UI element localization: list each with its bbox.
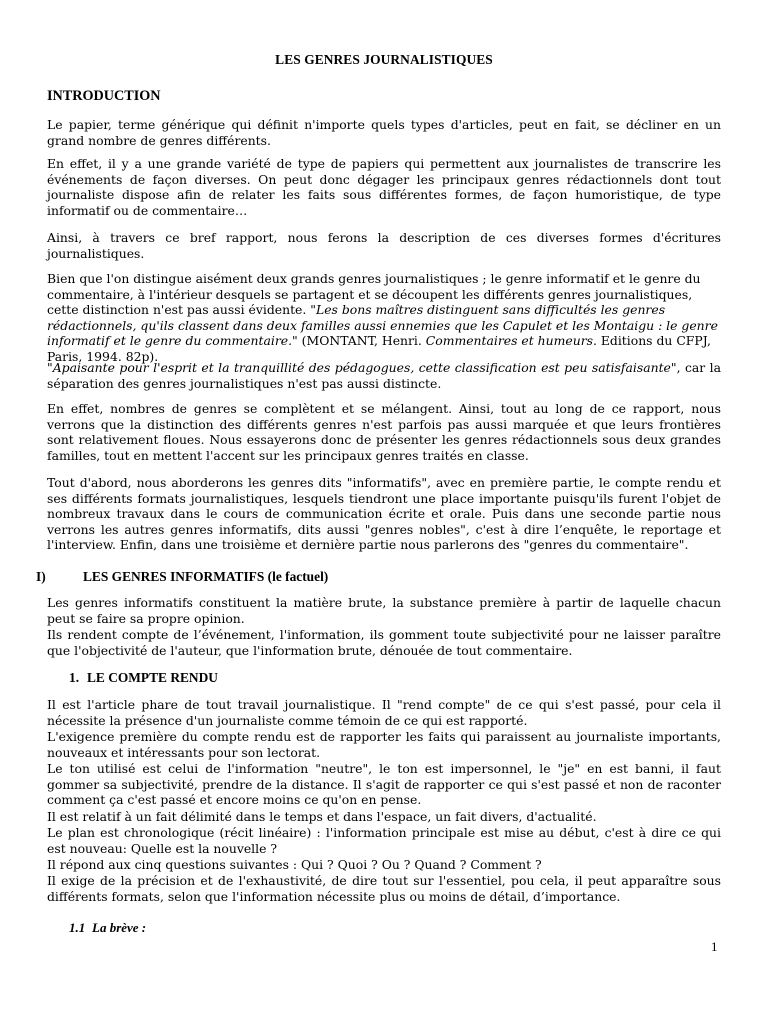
compte-rendu-paragraph-2: L'exigence première du compte rendu est de rapporter les faits qui paraissent au journaliste importants, nouveaux et intéressants pour son lectorat. [47, 729, 721, 760]
subsection-1-heading [69, 670, 218, 686]
quote-mark: " [47, 360, 53, 375]
paragraph-text: " (MONTANT, Henri. [292, 333, 426, 349]
compte-rendu-paragraph-3: Le ton utilisé est celui de l'information "neutre", le ton est impersonnel, le "je" en est banni, il faut gommer sa subjectivité, prendre de la distance. Il s'agit de rapporter ce qui s'est passé et non de raconter comment ça c'est passé et encore moins ce qu'on en pense. [47, 761, 721, 808]
section-1-paragraph-1: Les genres informatifs constituent la matière brute, la substance première à partir de laquelle chacun peut se faire sa propre opinion. [47, 595, 721, 626]
intro-paragraph-2: En effet, il y a une grande variété de type de papiers qui permettent aux journalistes de transcrire les événements de façon diverses. On peut donc dégager les principaux genres rédactionnels dont tout journaliste dispose afin de relater les faits sous différentes formes, de façon humoristique, de type informatif ou de commentaire… [47, 156, 721, 218]
subsection-title: LE COMPTE RENDU [87, 670, 218, 685]
paragraph-text: ", car la séparation des genres journalistiques n'est pas aussi distincte. [47, 360, 721, 391]
section-1-heading [36, 569, 328, 585]
subsubsection-title: La brève : [92, 920, 147, 935]
compte-rendu-paragraph-5: Le plan est chronologique (récit linéaire) : l'information principale est mise au début, c'est à dire ce qui est nouveau: Quelle est la nouvelle ? [47, 825, 721, 856]
page-number: 1 [711, 939, 718, 954]
document-title: LES GENRES JOURNALISTIQUES [275, 52, 493, 67]
intro-paragraph-5 [47, 360, 721, 391]
section-title: LES GENRES INFORMATIFS (le factuel) [83, 569, 329, 584]
subsubsection-number: 1.1 [69, 920, 86, 935]
book-title: Commentaires et humeurs [425, 333, 593, 349]
intro-paragraph-1: Le papier, terme générique qui définit n'importe quels types d'articles, peut en fait, se décliner en un grand nombre de genres différents. [47, 117, 721, 148]
paragraph-text: . Editions du CFPJ, Paris, 1994. 82p). [47, 333, 711, 364]
intro-paragraph-6: En effet, nombres de genres se complètent et se mélangent. Ainsi, tout au long de ce rapport, nous verrons que la distinction des différents genres n'est parfois pas aussi marquée et que leurs frontières sont relativement floues. Nous essayerons donc de présenter les genres rédactionnels sous deux grandes familles, tout en mettent l'accent sur les principaux genres traités en classe. [47, 401, 721, 463]
introduction-heading: INTRODUCTION [47, 88, 161, 104]
intro-paragraph-4 [47, 271, 721, 365]
compte-rendu-paragraph-1: Il est l'article phare de tout travail journalistique. Il "rend compte" de ce qui s'est passé, pour cela il nécessite la présence d'un journaliste comme témoin de ce qui est rapporté. [47, 697, 721, 728]
section-1-paragraph-2: Ils rendent compte de l’événement, l'information, ils gomment toute subjectivité pour ne laisser paraître que l'objectivité de l'auteur, que l'information brute, dénouée de tout commentaire. [47, 627, 721, 658]
intro-paragraph-3: Ainsi, à travers ce bref rapport, nous ferons la description de ces diverses formes d'écritures journalistiques. [47, 230, 721, 261]
intro-paragraph-7: Tout d'abord, nous aborderons les genres dits "informatifs", avec en première partie, le compte rendu et ses différents formats journalistiques, lesquels tiendront une place importante puisqu'ils furent l'objet de nombreux travaux dans le cours de communication écrite et orale. Puis dans une seconde partie nous verrons les autres genres informatifs, dits aussi "genres nobles", c'est à dire l’enquête, le reportage et l'interview. Enfin, dans une troisième et dernière partie nous parlerons des "genres du commentaire". [47, 475, 721, 553]
paragraph-text: Bien que l'on distingue aisément deux grands genres journalistiques ; le genre informatif et le genre du commentaire, à l'intérieur desquels se partagent et se découpent les différents genres journalistiques, cette distinction n'est pas aussi évidente. " [47, 271, 701, 318]
subsection-number: 1. [69, 670, 80, 685]
section-number: I) [36, 569, 46, 584]
quotation: Les bons maîtres distinguent sans difficultés les genres rédactionnels, qu'ils classent dans deux familles aussi ennemies que les Capulet et les Montaigu : le genre informatif et le genre du commentaire. [47, 302, 718, 349]
compte-rendu-paragraph-6: Il répond aux cinq questions suivantes : Qui ? Quoi ? Ou ? Quand ? Comment ? [47, 857, 542, 872]
quotation: Apaisante pour l'esprit et la tranquillité des pédagogues, cette classification est peu satisfaisante [52, 360, 671, 375]
compte-rendu-paragraph-7: Il exige de la précision et de l'exhaustivité, de dire tout sur l'essentiel, pou cela, il peut apparaître sous différents formats, selon que l'information nécessite plus ou moins de détail, d’importance. [47, 873, 721, 904]
subsubsection-heading [69, 920, 146, 936]
compte-rendu-paragraph-4: Il est relatif à un fait délimité dans le temps et dans l'espace, un fait divers, d'actualité. [47, 809, 597, 824]
